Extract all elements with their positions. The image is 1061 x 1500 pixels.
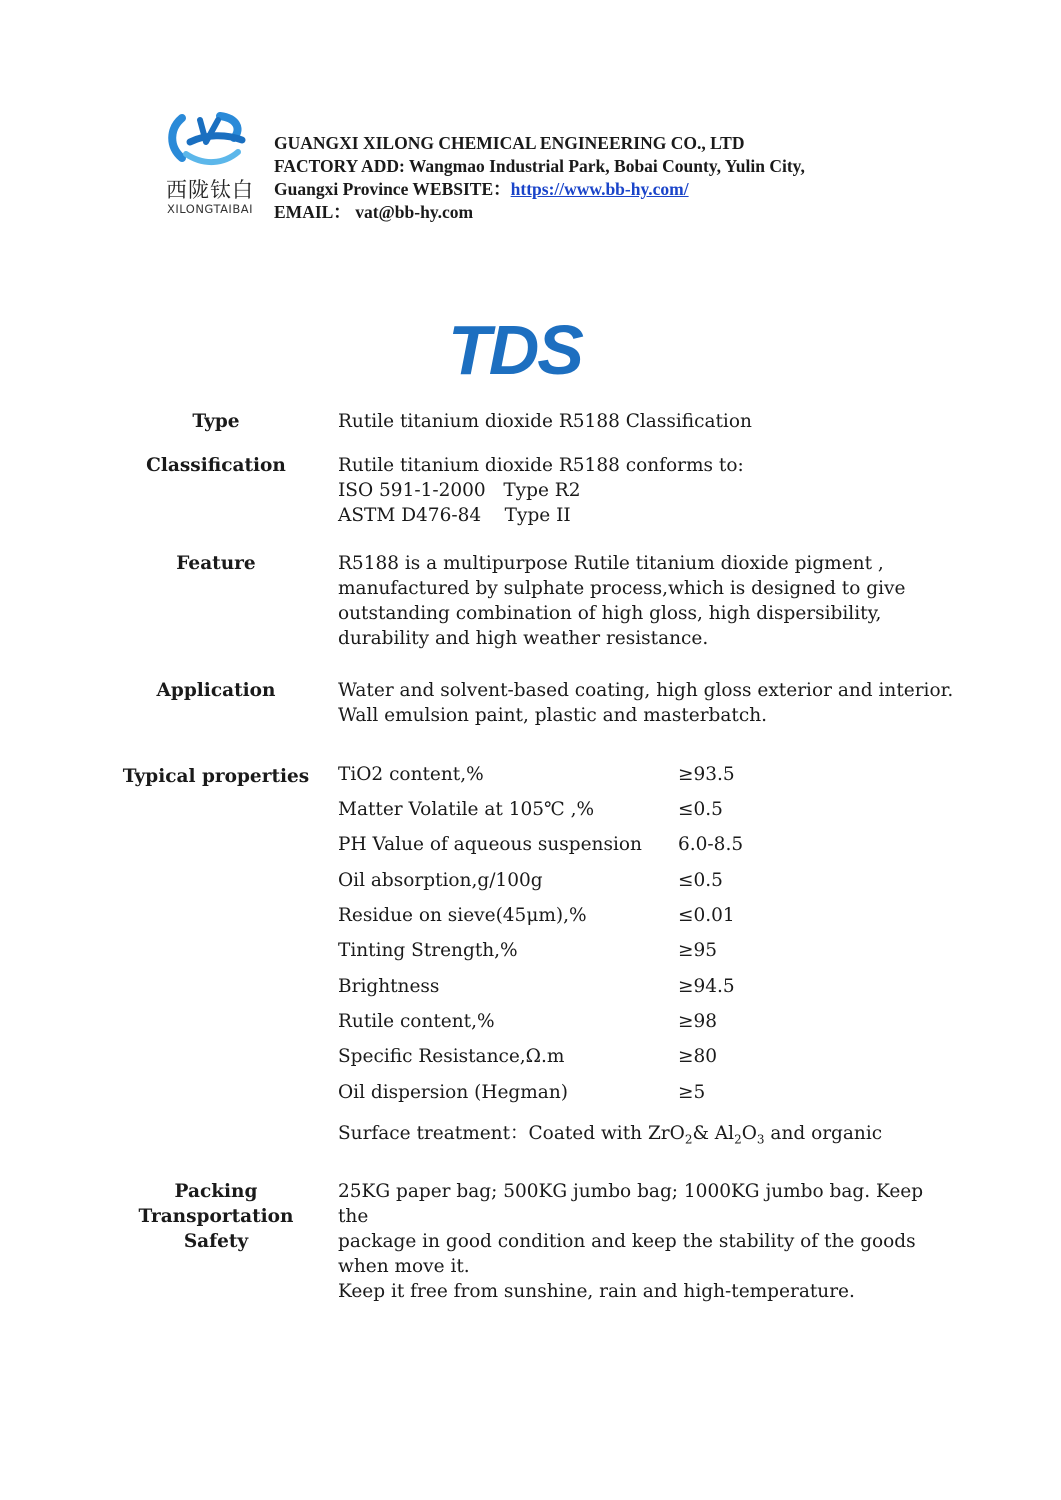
property-name: Specific Resistance,Ω.m	[338, 1046, 565, 1067]
company-name: GUANGXI XILONG CHEMICAL ENGINEERING CO., LTD	[274, 133, 745, 153]
property-value: ≥5	[678, 1082, 706, 1103]
property-value: ≤0.01	[678, 905, 735, 926]
company-logo	[160, 112, 260, 224]
property-name: PH Value of aqueous suspension	[338, 834, 642, 855]
company-address-line1: FACTORY ADD: Wangmao Industrial Park, Bobai County, Yulin City,	[274, 156, 805, 176]
property-value: 6.0-8.5	[678, 834, 744, 855]
property-name: Residue on sieve(45μm),%	[338, 905, 587, 926]
surface-treatment: Surface treatment：Coated with ZrO$_2$& $Al_2O_3$ and organic	[338, 1123, 883, 1147]
classification-label: Classification	[146, 455, 286, 476]
property-value: ≥93.5	[678, 764, 735, 785]
properties-label: Typical properties	[122, 766, 310, 787]
type-label: Type	[192, 411, 240, 432]
property-name: Brightness	[338, 976, 440, 997]
letterhead	[160, 112, 920, 232]
email-address: vat@bb-hy.com	[355, 202, 474, 222]
property-name: Rutile content,%	[338, 1011, 495, 1032]
classification-value: Rutile titanium dioxide R5188 conforms to: ISO 591-1-2000 Type R2 ASTM D476-84 Type II	[338, 455, 744, 526]
property-value: ≤0.5	[678, 870, 723, 891]
company-address-line2: Guangxi Province WEBSITE：https://www.bb-hy.com/	[274, 179, 689, 199]
feature-value: R5188 is a multipurpose Rutile titanium dioxide pigment , manufactured by sulphate process,which is designed to give outstanding combination of high gloss, high dispersibility, durability and high weather resistance.	[338, 553, 906, 649]
application-value: Water and solvent-based coating, high gloss exterior and interior. Wall emulsion paint, plastic and masterbatch.	[338, 680, 954, 726]
property-name: Oil dispersion (Hegman)	[338, 1082, 568, 1103]
property-name: Tinting Strength,%	[338, 940, 518, 961]
application-label: Application	[156, 680, 276, 701]
property-value: ≥80	[678, 1046, 718, 1067]
property-name: TiO2 content,%	[338, 764, 484, 785]
property-value: ≤0.5	[678, 799, 723, 820]
company-info	[274, 132, 805, 224]
property-value: ≥98	[678, 1011, 718, 1032]
packing-label: Packing Transportation Safety	[138, 1181, 294, 1252]
logo-swoosh-icon	[160, 112, 260, 174]
company-email-line: EMAIL： vat@bb-hy.com	[274, 202, 474, 222]
property-value: ≥95	[678, 940, 718, 961]
document-title: TDS	[448, 311, 582, 389]
property-name: Matter Volatile at 105℃ ,%	[338, 799, 595, 820]
packing-value: 25KG paper bag; 500KG jumbo bag; 1000KG jumbo bag. Keep the package in good condition and keep the stability of the goods when move it. Keep it free from sunshine, rain and high-temperature.	[338, 1181, 924, 1302]
website-link[interactable]: https://www.bb-hy.com/	[510, 179, 689, 199]
property-value: ≥94.5	[678, 976, 735, 997]
logo-chinese-text: 西陇钛白	[166, 178, 254, 202]
logo-english-text: XILONGTAIBAI	[167, 202, 253, 216]
feature-label: Feature	[176, 553, 256, 574]
type-value: Rutile titanium dioxide R5188 Classification	[338, 411, 752, 432]
property-name: Oil absorption,g/100g	[338, 870, 543, 891]
